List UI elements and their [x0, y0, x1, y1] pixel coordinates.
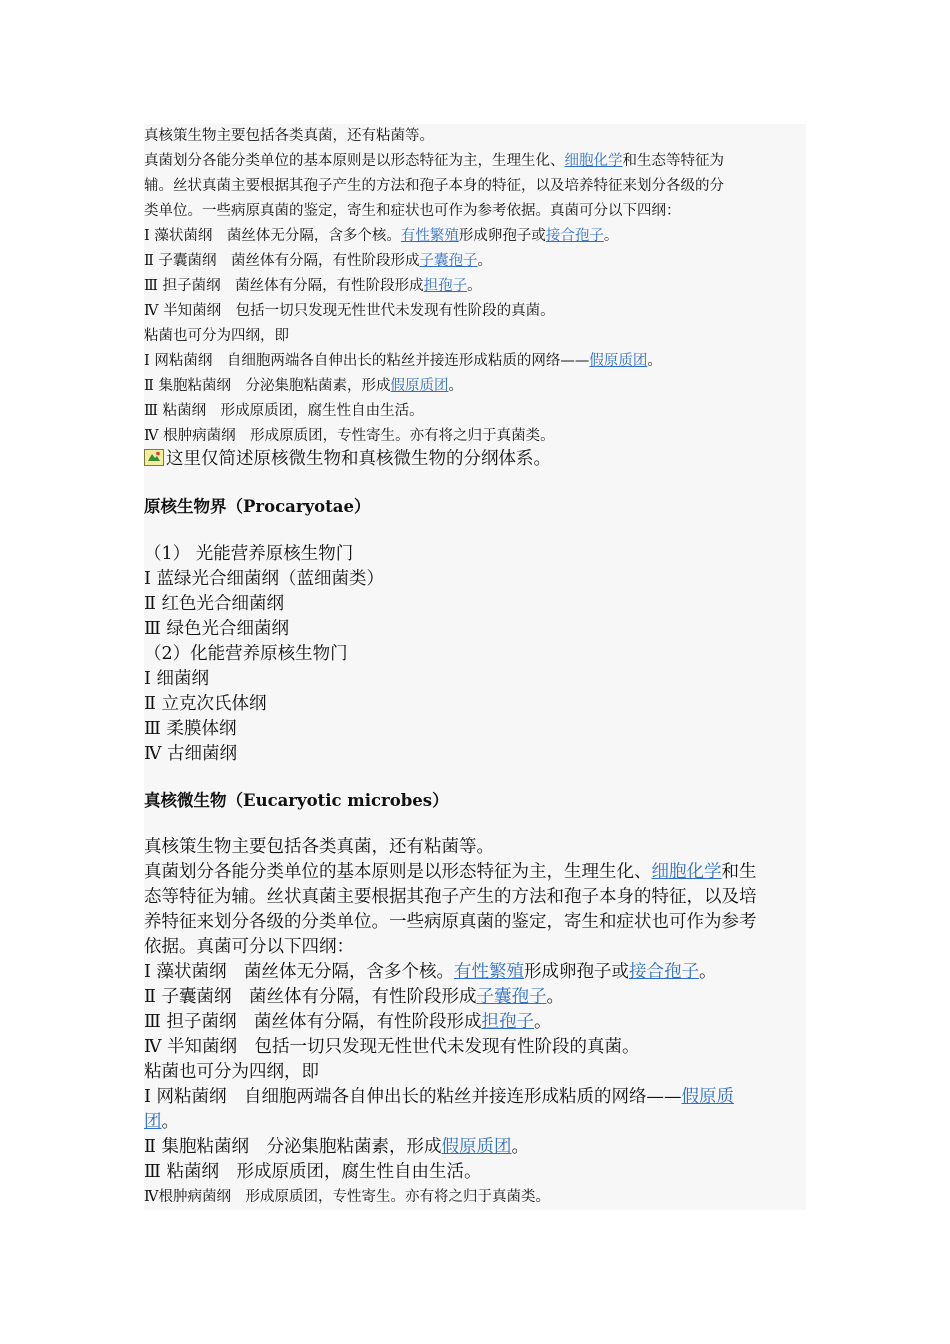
section-heading-eucaryotic: 真核微生物（Eucaryotic microbes）	[144, 791, 449, 810]
list-item-phylum: （2）化能营养原核生物门	[144, 644, 348, 664]
list-item-basidiomycetes: Ⅲ 担子菌纲 菌丝体有分隔，有性阶段形成担孢子。	[144, 1012, 552, 1032]
link-pseudoplasmodium[interactable]: 假原质团	[390, 378, 449, 394]
paragraph-summary: 这里仅简述原核微生物和真核微生物的分纲体系。	[144, 447, 806, 472]
list-item-class: Ⅱ 立克次氏体纲	[144, 694, 267, 714]
list-item-zygomycetes: Ⅰ 藻状菌纲 菌丝体无分隔，含多个核。有性繁殖形成卵孢子或接合孢子。	[144, 962, 717, 982]
paragraph-intro: 真核策生物主要包括各类真菌，还有粘菌等。	[144, 128, 434, 144]
paragraph-slime-molds: 粘菌也可分为四纲，即	[144, 328, 289, 344]
link-ascospore[interactable]: 子囊孢子	[476, 987, 547, 1007]
section-heading-procaryotae: 原核生物界（Procaryotae）	[144, 497, 371, 516]
link-cell-chemistry[interactable]: 细胞化学	[564, 153, 623, 169]
paragraph-line: 依据。真菌可分以下四纲：	[144, 937, 354, 957]
list-item-ascomycetes: Ⅱ 子囊菌纲 菌丝体有分隔，有性阶段形成子囊孢子。	[144, 987, 564, 1007]
list-item-basidiomycetes: Ⅲ 担子菌纲 菌丝体有分隔，有性阶段形成担孢子。	[144, 278, 482, 294]
list-item-cellular-slime: Ⅱ 集胞粘菌纲 分泌集胞粘菌素，形成假原质团。	[144, 1137, 529, 1157]
link-zygospore[interactable]: 接合孢子	[545, 228, 604, 244]
list-item-zygomycetes: Ⅰ 藻状菌纲 菌丝体无分隔，含多个核。有性繁殖形成卵孢子或接合孢子。	[144, 228, 619, 244]
link-zygospore[interactable]: 接合孢子	[628, 962, 699, 982]
link-sexual-reproduction[interactable]: 有性繁殖	[400, 228, 459, 244]
link-ascospore[interactable]: 子囊孢子	[419, 253, 478, 269]
paragraph-line: 养特征来划分各级的分类单位。一些病原真菌的鉴定，寄生和症状也可作为参考	[144, 912, 757, 932]
list-item-myxomycetes: Ⅲ 粘菌纲 形成原质团，腐生性自由生活。	[144, 403, 424, 419]
paragraph-intro: 真核策生物主要包括各类真菌，还有粘菌等。	[144, 837, 494, 857]
list-item-plasmodiophoromycetes: Ⅳ 根肿病菌纲 形成原质团，专性寄生。亦有将之归于真菌类。	[144, 428, 555, 444]
list-item-deuteromycetes: Ⅳ 半知菌纲 包括一切只发现无性世代未发现有性阶段的真菌。	[144, 1037, 640, 1057]
list-item-class: Ⅲ 绿色光合细菌纲	[144, 619, 289, 639]
list-item-class: Ⅲ 柔膜体纲	[144, 719, 237, 739]
link-pseudoplasmodium[interactable]: 假原质	[681, 1087, 734, 1107]
list-item-cellular-slime: Ⅱ 集胞粘菌纲 分泌集胞粘菌素，形成假原质团。	[144, 378, 463, 394]
link-basidiospore[interactable]: 担孢子	[481, 1012, 534, 1032]
link-pseudoplasmodium[interactable]: 假原质团	[589, 353, 648, 369]
list-item-class: Ⅳ 古细菌纲	[144, 744, 238, 764]
paragraph-slime-molds: 粘菌也可分为四纲，即	[144, 1062, 319, 1082]
list-item-slime-net: Ⅰ 网粘菌纲 自细胞两端各自伸出长的粘丝并接连形成粘质的网络——假原质团。	[144, 353, 662, 369]
paragraph-line: 辅。丝状真菌主要根据其孢子产生的方法和孢子本身的特征，以及培养特征来划分各级的分	[144, 178, 724, 194]
list-item-ascomycetes: Ⅱ 子囊菌纲 菌丝体有分隔，有性阶段形成子囊孢子。	[144, 253, 492, 269]
paragraph-line: 态等特征为辅。丝状真菌主要根据其孢子产生的方法和孢子本身的特征，以及培	[144, 887, 757, 907]
list-item-deuteromycetes: Ⅳ 半知菌纲 包括一切只发现无性世代未发现有性阶段的真菌。	[144, 303, 555, 319]
list-item-slime-net-cont: 团。	[144, 1112, 179, 1132]
list-item-phylum: （1） 光能营养原核生物门	[144, 544, 354, 564]
image-placeholder-icon	[144, 449, 164, 466]
list-item-class: Ⅰ 细菌纲	[144, 669, 209, 689]
list-item-slime-net: Ⅰ 网粘菌纲 自细胞两端各自伸出长的粘丝并接连形成粘质的网络——假原质	[144, 1087, 734, 1107]
link-sexual-reproduction[interactable]: 有性繁殖	[453, 962, 524, 982]
list-item-plasmodiophoromycetes: Ⅳ根肿病菌纲 形成原质团，专性寄生。亦有将之归于真菌类。	[144, 1189, 550, 1205]
link-cell-chemistry[interactable]: 细胞化学	[651, 862, 722, 882]
link-pseudoplasmodium[interactable]: 假原质团	[441, 1137, 512, 1157]
document-body	[144, 124, 806, 1210]
paragraph-fungi-classification: 真菌划分各能分类单位的基本原则是以形态特征为主，生理生化、细胞化学和生	[144, 862, 757, 882]
list-item-class: Ⅱ 红色光合细菌纲	[144, 594, 284, 614]
paragraph-line: 类单位。一些病原真菌的鉴定，寄生和症状也可作为参考依据。真菌可分以下四纲：	[144, 203, 681, 219]
list-item-class: Ⅰ 蓝绿光合细菌纲（蓝细菌类）	[144, 569, 384, 589]
paragraph-fungi-classification: 真菌划分各能分类单位的基本原则是以形态特征为主，生理生化、细胞化学和生态等特征为	[144, 153, 724, 169]
link-basidiospore[interactable]: 担孢子	[423, 278, 468, 294]
list-item-myxomycetes: Ⅲ 粘菌纲 形成原质团，腐生性自由生活。	[144, 1162, 482, 1182]
link-pseudoplasmodium[interactable]: 团	[144, 1112, 162, 1132]
